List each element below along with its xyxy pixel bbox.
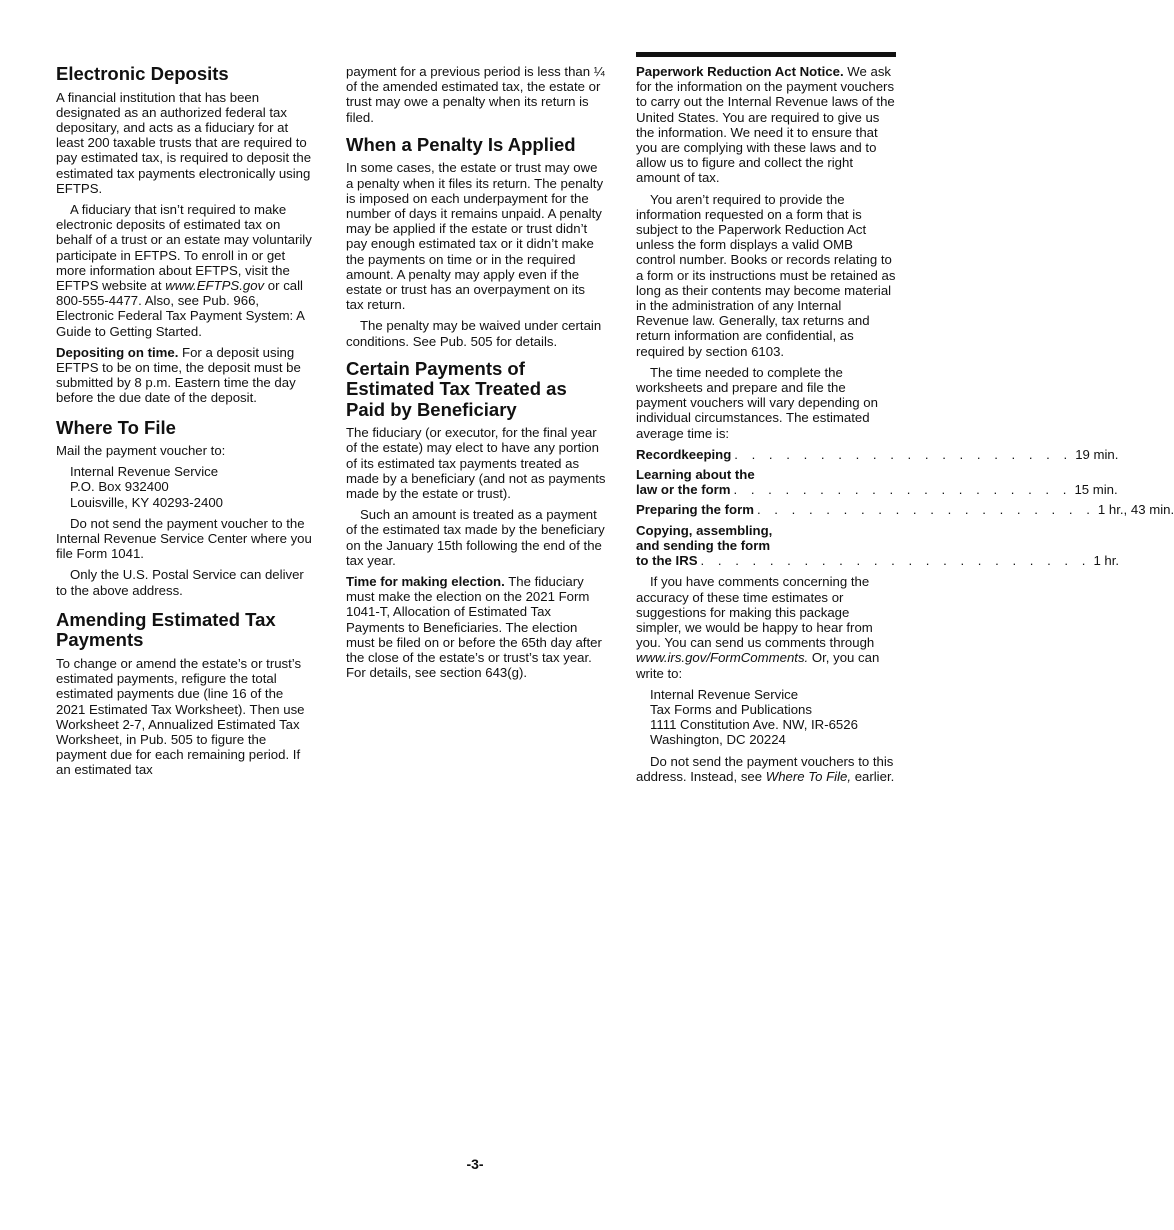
comments-p bbox=[636, 574, 896, 680]
amending-heading: Amending Estimated Tax Payments bbox=[56, 608, 276, 651]
comments-text-a: If you have comments concerning the accuracy of these time estimates or suggestions for making this package simpler, we would be happy to hear from you. You can send us comments through bbox=[636, 574, 875, 651]
address-line: Tax Forms and Publications bbox=[650, 701, 812, 717]
election-p bbox=[346, 574, 606, 680]
page-number: -3- bbox=[466, 1156, 484, 1172]
time-label: to the IRS bbox=[636, 553, 698, 569]
column-2 bbox=[346, 64, 606, 687]
time-label: Learning about the bbox=[636, 467, 755, 483]
mailing-address bbox=[70, 464, 314, 510]
depositing-on-time-text: For a deposit using EFTPS to be on time, the deposit must be submitted by 8 p.m. Eastern time the day before the due date of the deposit. bbox=[56, 344, 301, 406]
leader-dots: . . . . . . . . . . . . . . . . . . . . bbox=[756, 502, 1095, 518]
form-comments-link[interactable]: www.irs.gov/FormComments. bbox=[636, 650, 809, 666]
paperwork-text: We ask for the information on the payment vouchers to carry out the Internal Revenue laws of the United States. You are required to give us the information. We need it to ensure that you are complying with these laws and to allow us to figure and collect the right amount of tax. bbox=[636, 64, 895, 186]
paperwork-p1 bbox=[636, 64, 896, 186]
address-line: Internal Revenue Service bbox=[70, 464, 219, 480]
column-3 bbox=[636, 64, 1174, 790]
leader-dots: . . . . . . . . . . . . . . . . . . . . bbox=[733, 482, 1072, 498]
do-not-send-text-b: earlier. bbox=[851, 768, 895, 784]
time-value: 1 hr., 43 min. bbox=[1097, 502, 1174, 518]
time-label: and sending the form bbox=[636, 537, 771, 553]
time-row-copying bbox=[636, 522, 1120, 569]
election-text: The fiduciary must make the election on the 2021 Form 1041-T, Allocation of Estimated Tax Payments to Beneficiaries. The election must be filed on or before the 65th day after the close of the estate’s or trust’s tax year. For details, see section 643(g). bbox=[346, 574, 602, 681]
electronic-deposits-p1: A financial institution that has been designated as an authorized federal tax depositary, and acts as a fiduciary for at least 200 taxable trusts that are required to pay estimated tax, is required to deposit the estimated tax payments electronically using EFTPS. bbox=[56, 89, 312, 196]
where-to-file-p1: Do not send the payment voucher to the Internal Revenue Service Center where you file Form 1041. bbox=[56, 515, 312, 562]
header-rule bbox=[636, 52, 896, 57]
depositing-on-time-p bbox=[56, 345, 314, 406]
do-not-send-text-a: Do not send the payment vouchers to this address. Instead, see bbox=[636, 753, 894, 784]
irs-address bbox=[650, 687, 896, 748]
depositing-on-time-lead: Depositing on time. bbox=[56, 344, 179, 360]
beneficiary-heading: Certain Payments of Estimated Tax Treated as Paid by Beneficiary bbox=[346, 357, 567, 420]
amending-p1: To change or amend the estate’s or trust’s estimated payments, refigure the total estimated payments due (line 16 of the 2021 Estimated Tax Worksheet). Then use Worksheet 2-7, Annualized Estimated Tax Worksheet, in Pub. 505 to figure the payment due for each remaining period. If an estimated tax bbox=[56, 655, 305, 778]
eftps-link[interactable]: www.EFTPS.gov bbox=[165, 277, 265, 293]
time-estimates bbox=[636, 446, 1174, 569]
paperwork-p3: The time needed to complete the worksheets and prepare and file the payment vouchers will vary depending on individual circumstances. The estimated average time is: bbox=[636, 364, 878, 441]
address-line: P.O. Box 932400 bbox=[70, 479, 169, 495]
electronic-deposits-p2 bbox=[56, 202, 314, 339]
leader-dots: . . . . . . . . . . . . . . . . . . . . bbox=[734, 446, 1073, 462]
time-value: 1 hr. bbox=[1093, 553, 1120, 569]
where-to-file-p2: Only the U.S. Postal Service can deliver to the above address. bbox=[56, 567, 304, 598]
time-value: 19 min. bbox=[1075, 446, 1119, 462]
column-1 bbox=[56, 64, 314, 784]
beneficiary-p1: The fiduciary (or executor, for the final year of the estate) may elect to have any portion of its estimated tax payments treated as made by a beneficiary (and not as payments made by the estate or trust). bbox=[346, 425, 606, 502]
paperwork-p2: You aren’t required to provide the information requested on a form that is subject to the Paperwork Reduction Act unless the form displays a valid OMB control number. Books or records relating to a form or its instructions must be retained as long as their contents may become material in the administration of any Internal Revenue law. Generally, tax returns and return information are confidential, as required by section 6103. bbox=[636, 191, 896, 359]
comments-text-b: Or, you can write to: bbox=[636, 650, 880, 681]
p2-text-b: or call 800-555-4477. Also, see Pub. 966, Electronic Federal Tax Payment System: A Guide to Getting Started. bbox=[56, 277, 305, 339]
where-to-file-heading: Where To File bbox=[56, 416, 176, 438]
time-row-recordkeeping bbox=[636, 446, 1119, 462]
beneficiary-p2: Such an amount is treated as a payment of the estimated tax made by the beneficiary on the January 15th following the end of the tax year. bbox=[346, 507, 605, 568]
penalty-p1: In some cases, the estate or trust may owe a penalty when it files its return. The penalty is imposed on each underpayment for the number of days it remains unpaid. A penalty may be applied if the estate or trust didn’t pay enough estimated tax or it didn’t make the payments on time or in the required amount. A penalty may apply even if the estate or trust has an overpayment on its tax return. bbox=[346, 160, 604, 313]
time-value: 15 min. bbox=[1074, 482, 1118, 498]
time-label: law or the form bbox=[636, 482, 731, 498]
time-label: Recordkeeping bbox=[636, 446, 732, 462]
address-line: Washington, DC 20224 bbox=[650, 732, 786, 748]
where-to-file-ref: Where To File, bbox=[765, 768, 852, 784]
do-not-send-p bbox=[636, 754, 896, 784]
electronic-deposits-heading: Electronic Deposits bbox=[56, 63, 229, 84]
where-to-file-intro: Mail the payment voucher to: bbox=[56, 443, 226, 459]
penalty-p2: The penalty may be waived under certain conditions. See Pub. 505 for details. bbox=[346, 318, 602, 349]
paperwork-lead: Paperwork Reduction Act Notice. bbox=[636, 64, 844, 79]
address-line: Louisville, KY 40293-2400 bbox=[70, 494, 223, 510]
p2-text-a: A fiduciary that isn’t required to make electronic deposits of estimated tax on behalf of a trust or an estate may voluntarily participate in EFTPS. To enroll in or get more information about EFTPS, visit the EFTPS website at bbox=[56, 201, 312, 293]
leader-dots: . . . . . . . . . . . . . . . . . . . . . . . bbox=[700, 553, 1091, 569]
time-label: Copying, assembling, bbox=[636, 522, 773, 538]
time-row-preparing bbox=[636, 502, 1174, 518]
address-line: Internal Revenue Service bbox=[650, 686, 799, 702]
address-line: 1111 Constitution Ave. NW, IR-6526 bbox=[650, 717, 858, 733]
time-row-learning bbox=[636, 467, 1118, 498]
penalty-heading: When a Penalty Is Applied bbox=[346, 133, 576, 155]
election-lead: Time for making election. bbox=[346, 574, 505, 590]
time-label: Preparing the form bbox=[636, 502, 754, 518]
amending-continued: payment for a previous period is less than ¼ of the amended estimated tax, the estate or trust may owe a penalty when its return is filed. bbox=[346, 64, 605, 125]
